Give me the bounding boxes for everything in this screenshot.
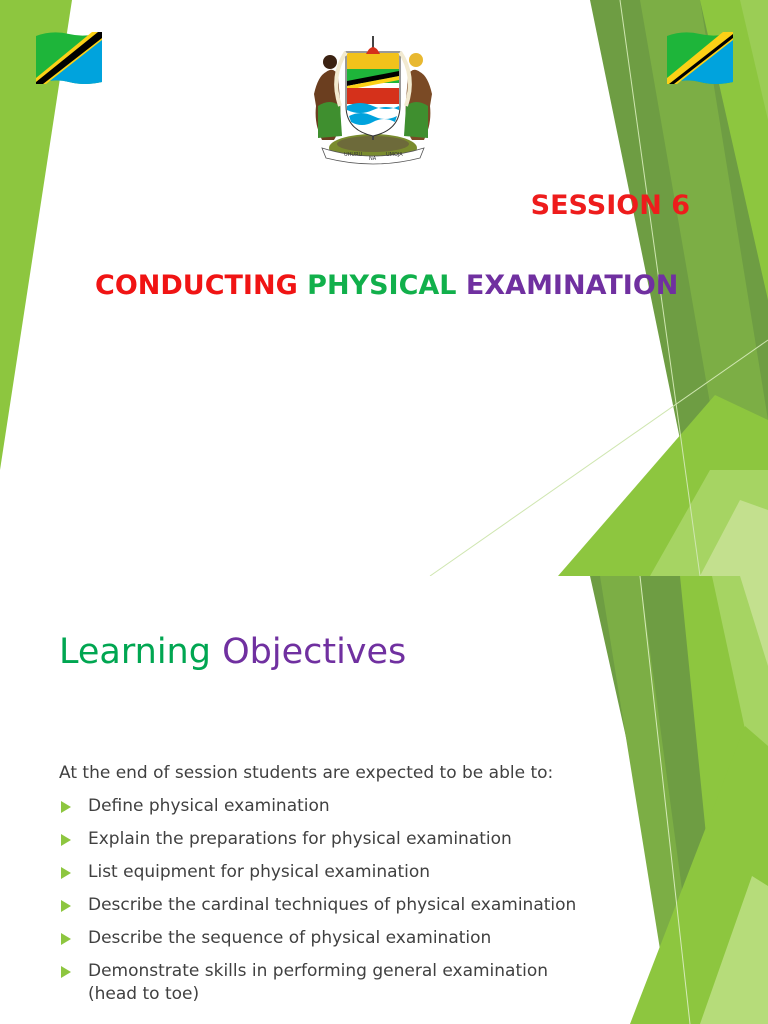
bullet-arrow-icon [61, 933, 71, 945]
motto-word-2: NA [369, 156, 377, 162]
list-item-text: Explain the preparations for physical examination [88, 829, 512, 849]
bullet-arrow-icon [61, 900, 71, 912]
tanzania-flag-right [665, 28, 735, 88]
title-word-conducting: CONDUCTING [95, 270, 298, 301]
list-item-text: Define physical examination [88, 796, 330, 816]
list-item [59, 960, 579, 1006]
bullet-arrow-icon [61, 966, 71, 978]
list-item [59, 894, 579, 917]
objectives-list [59, 795, 579, 1016]
list-item-text: Describe the cardinal techniques of physical examination [88, 895, 577, 915]
title-word-physical: PHYSICAL [307, 270, 457, 301]
heading-word-learning: Learning [59, 632, 211, 672]
bullet-arrow-icon [61, 801, 71, 813]
slide-title [95, 270, 678, 301]
list-item [59, 795, 579, 818]
objectives-intro: At the end of session students are expected to be able to: [59, 763, 554, 783]
list-item [59, 927, 579, 950]
tanzania-flag-left [34, 28, 104, 88]
objectives-slide [0, 576, 768, 1024]
motto-word-3: UMOJA [386, 152, 403, 158]
title-word-examination: EXAMINATION [465, 270, 679, 301]
list-item-text: Describe the sequence of physical examination [88, 928, 492, 948]
list-item [59, 828, 579, 851]
bullet-arrow-icon [61, 867, 71, 879]
heading-word-objectives: Objectives [222, 632, 407, 672]
list-item [59, 861, 579, 884]
objectives-heading [59, 632, 406, 672]
list-item-text: List equipment for physical examination [88, 862, 431, 882]
bullet-arrow-icon [61, 834, 71, 846]
session-label: SESSION 6 [530, 190, 690, 221]
coat-of-arms-icon [300, 36, 446, 168]
motto-word-1: UHURU [344, 152, 363, 158]
list-item-text: Demonstrate skills in performing general examination (head to toe) [88, 961, 549, 1004]
